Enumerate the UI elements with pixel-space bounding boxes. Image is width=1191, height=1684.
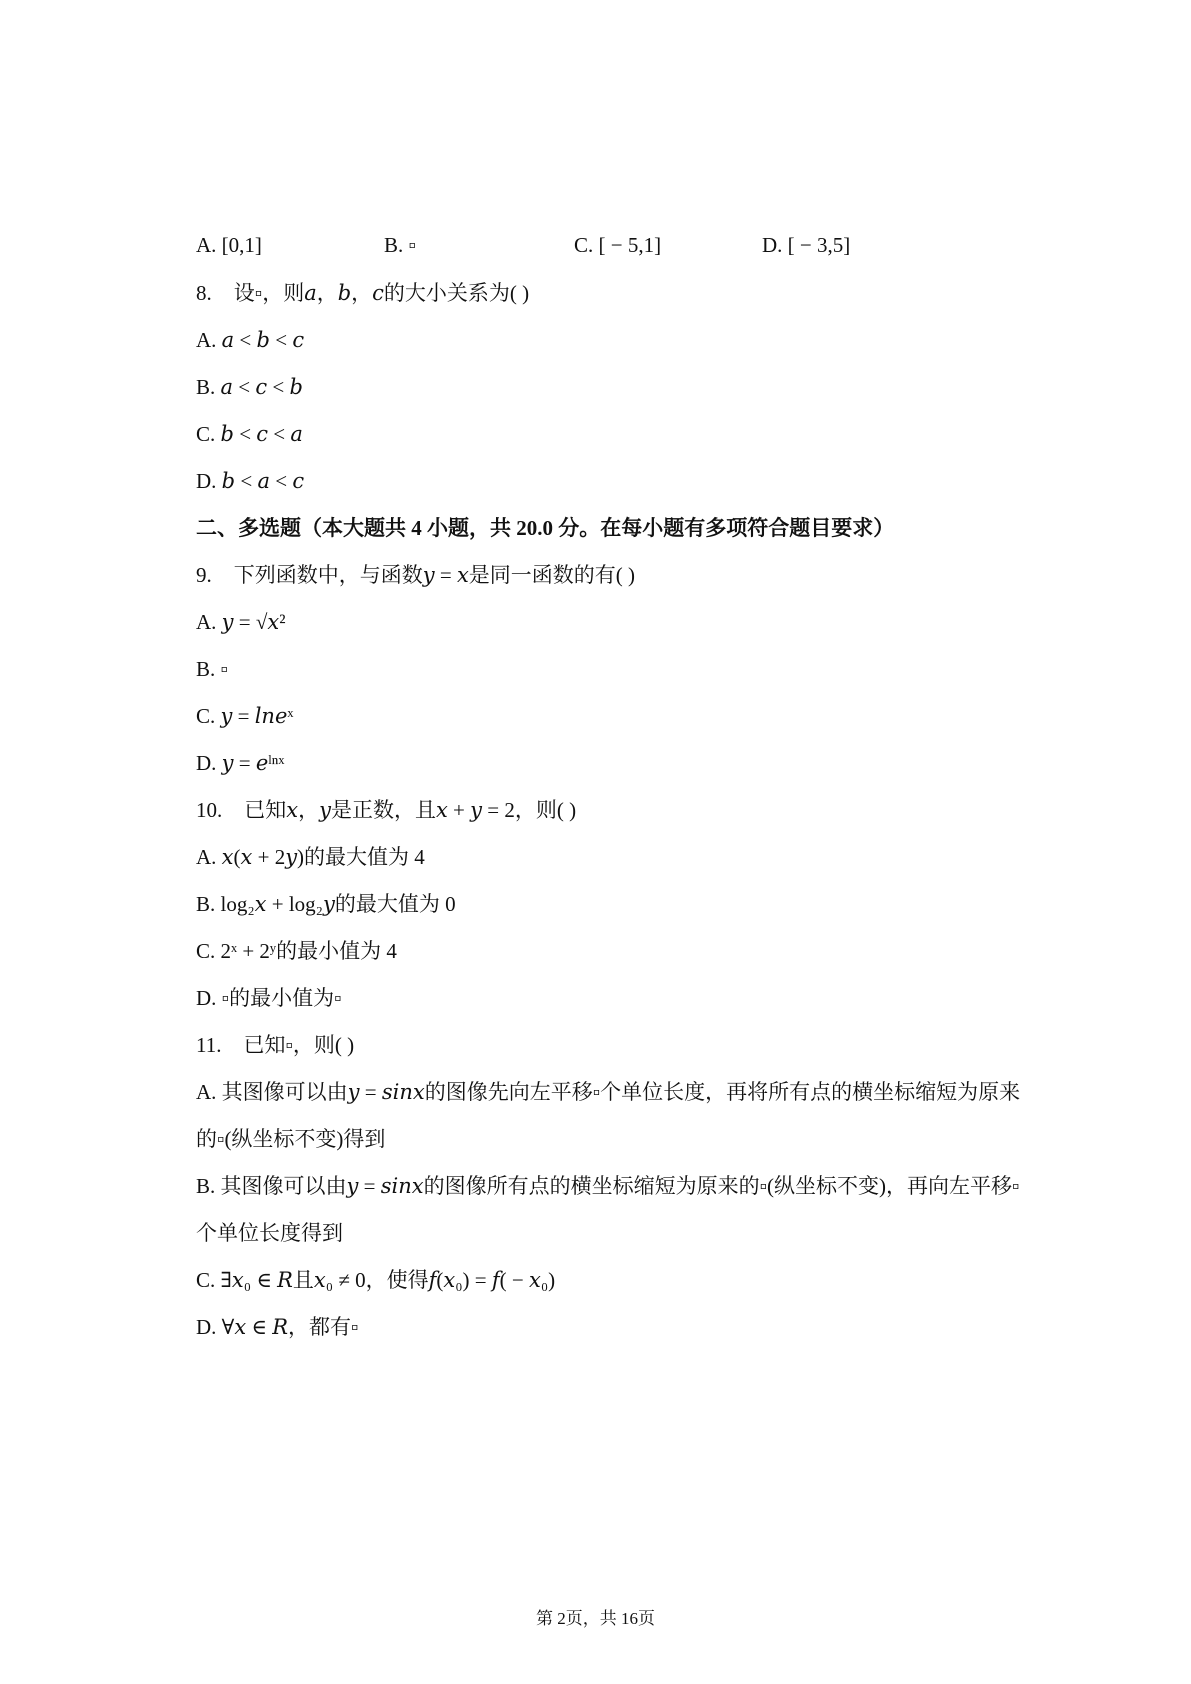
q11-stem: 已知▫，则( ) [243,1033,355,1057]
q10-stem: 已知𝑥，𝑦是正数，且𝑥 + 𝑦 = 2，则( ) [244,798,577,822]
q9-stem: 下列函数中，与函数𝑦 = 𝑥是同一函数的有( ) [233,563,636,587]
q7-option-a: A. [0,1] [196,233,262,257]
q9-option-c: C. 𝑦 = 𝑙𝑛𝑒ˣ [196,704,294,728]
q11-stem-line [196,1031,354,1059]
q8-option-c: C. 𝑏 < 𝑐 < 𝑎 [196,422,303,446]
q8-option-a: A. 𝑎 < 𝑏 < 𝑐 [196,328,305,352]
q9-number: 9. [196,563,212,587]
q10-number: 10. [196,798,223,822]
q8-stem-line [196,279,529,307]
q11-option-a-line1: A. 其图像可以由𝑦 = 𝑠𝑖𝑛𝑥的图像先向左平移▫个单位长度，再将所有点的横坐标缩短为原来 [196,1080,1021,1104]
q11-option-c: C. ∃𝑥₀ ∈ 𝑅且𝑥₀ ≠ 0，使得𝑓(𝑥₀) = 𝑓( − 𝑥₀) [196,1268,556,1292]
q9-option-d: D. 𝑦 = 𝑒ˡⁿˣ [196,751,285,775]
q10-stem-line [196,796,576,824]
q11-option-b-line1: B. 其图像可以由𝑦 = 𝑠𝑖𝑛𝑥的图像所有点的横坐标缩短为原来的▫(纵坐标不变)，再向左平移▫ [196,1174,1020,1198]
q10-option-b: B. log₂𝑥 + log₂𝑦的最大值为 0 [196,892,456,916]
q9-stem-line [196,561,635,589]
q11-option-d: D. ∀𝑥 ∈ 𝑅，都有▫ [196,1315,359,1339]
q8-option-b: B. 𝑎 < 𝑐 < 𝑏 [196,375,303,399]
q11-option-b-line2: 个单位长度得到 [196,1221,343,1245]
q7-option-d: D. [ − 3,5] [762,233,851,257]
q10-option-d: D. ▫的最小值为▫ [196,986,342,1010]
q11-number: 11. [196,1033,222,1057]
q7-option-b: B. ▫ [384,233,416,257]
q7-option-c: C. [ − 5,1] [574,233,662,257]
q8-number: 8. [196,281,212,305]
q10-option-a: A. 𝑥(𝑥 + 2𝑦)的最大值为 4 [196,845,425,869]
q9-option-b: B. ▫ [196,657,228,681]
page-footer: 第 2页，共 16页 [536,1609,655,1628]
q9-option-a: A. 𝑦 = √𝑥² [196,610,286,634]
q8-stem: 设▫，则𝑎，𝑏，𝑐的大小关系为( ) [233,281,530,305]
q10-option-c: C. 2ˣ + 2ʸ的最小值为 4 [196,939,397,963]
q11-option-a-line2: 的▫(纵坐标不变)得到 [196,1127,386,1151]
q8-option-d: D. 𝑏 < 𝑎 < 𝑐 [196,469,305,493]
section2-heading: 二、多选题（本大题共 4 小题，共 20.0 分。在每小题有多项符合题目要求） [196,516,895,540]
